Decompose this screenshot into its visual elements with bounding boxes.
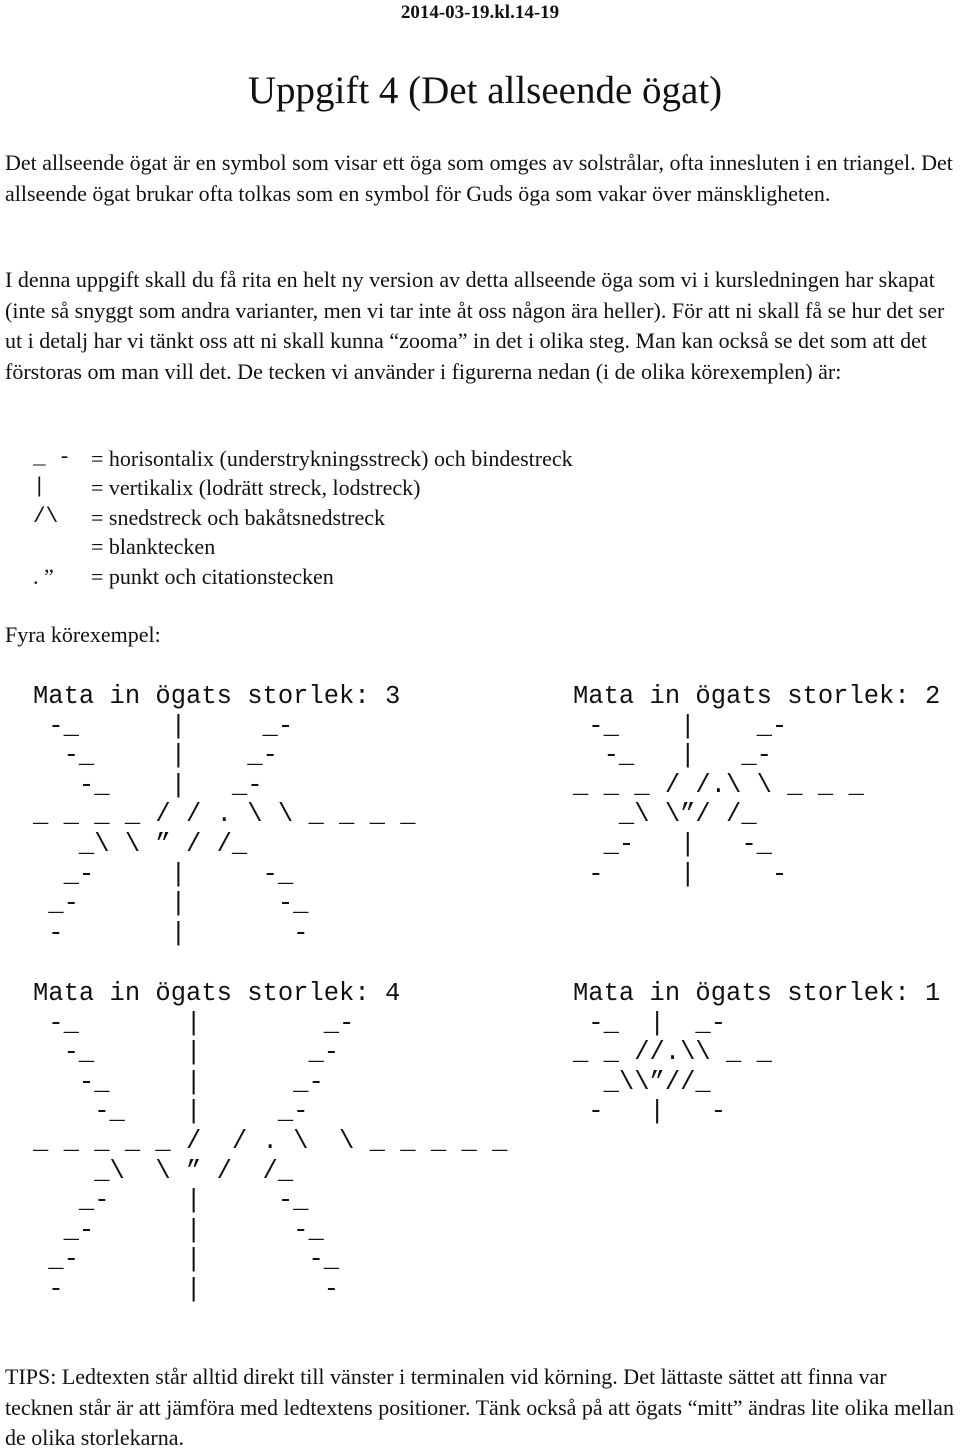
example-size-4: Mata in ögats storlek: 4 -_ | _- -_ | _- -_ | _- -_ | _- _ _ _ _ _ / / . \ \ _ _ _ _ _ _\ \ ” / /_ _- | -_ _- | -_ _- | -_ - | - (33, 979, 508, 1304)
legend-description: = vertikalix (lodrätt streck, lodstreck) (91, 475, 421, 501)
legend-row (33, 473, 933, 502)
legend-row (33, 562, 933, 591)
legend-symbol: /\ (33, 505, 59, 529)
legend-symbol: | (33, 476, 46, 500)
legend-symbol (33, 532, 91, 561)
legend-symbol: . ” (33, 563, 54, 589)
legend-description: = blanktecken (91, 534, 216, 560)
legend-row (33, 532, 933, 561)
legend-description: = horisontalix (understrykningsstreck) och bindestreck (91, 446, 573, 471)
task-paragraph: I denna uppgift skall du få rita en helt ny version av detta allseende öga som vi i kursledningen har skapat (inte så snyggt som andra varianter, men vi tar inte åt oss någon ära heller). För att ni skall få se hur det ser ut i detalj har vi tänkt oss att ni skall kunna “zooma” in det i olika steg. Man kan också se det som att det förstoras om man vill det. De tecken vi använder i figurerna nedan (i de olika körexemplen) är: (5, 267, 945, 384)
examples-heading: Fyra körexempel: (5, 622, 161, 647)
intro-paragraph: Det allseende ögat är en symbol som visar ett öga som omges av solstrålar, ofta innesluten i en triangel. Det allseende ögat brukar ofta tolkas som en symbol för Guds öga som vakar över mänskligheten. (5, 150, 953, 206)
symbol-legend (33, 444, 933, 591)
legend-row (33, 503, 933, 532)
document-date: 2014-03-19.kl.14-19 (400, 2, 560, 23)
legend-description: = punkt och citationstecken (91, 563, 334, 589)
legend-symbol: _ - (33, 447, 71, 470)
example-size-2: Mata in ögats storlek: 2 -_ | _- -_ | _- _ _ _ / /.\ \ _ _ _ _\ \”/ /_ _- | -_ - | - (573, 682, 941, 889)
legend-description: = snedstreck och bakåtsnedstreck (91, 504, 386, 530)
example-size-3: Mata in ögats storlek: 3 -_ | _- -_ | _- -_ | _- _ _ _ _ / / . \ \ _ _ _ _ _\ \ ” / /_ _- | -_ _- | -_ - | - (33, 682, 416, 948)
example-size-1: Mata in ögats storlek: 1 -_ | _- _ _ //.\\ _ _ _\\”//_ - | - (573, 979, 941, 1127)
legend-row (33, 444, 933, 473)
page-title: Uppgift 4 (Det allseende ögat) (247, 69, 723, 112)
tips-paragraph: TIPS: Ledtexten står alltid direkt till vänster i terminalen vid körning. Det lättaste sättet att finna var tecknen står är att jämföra med ledtextens positioner. Tänk också på att ögats “mitt” ändras lite olika mellan de olika storlekarna. (5, 1364, 954, 1450)
